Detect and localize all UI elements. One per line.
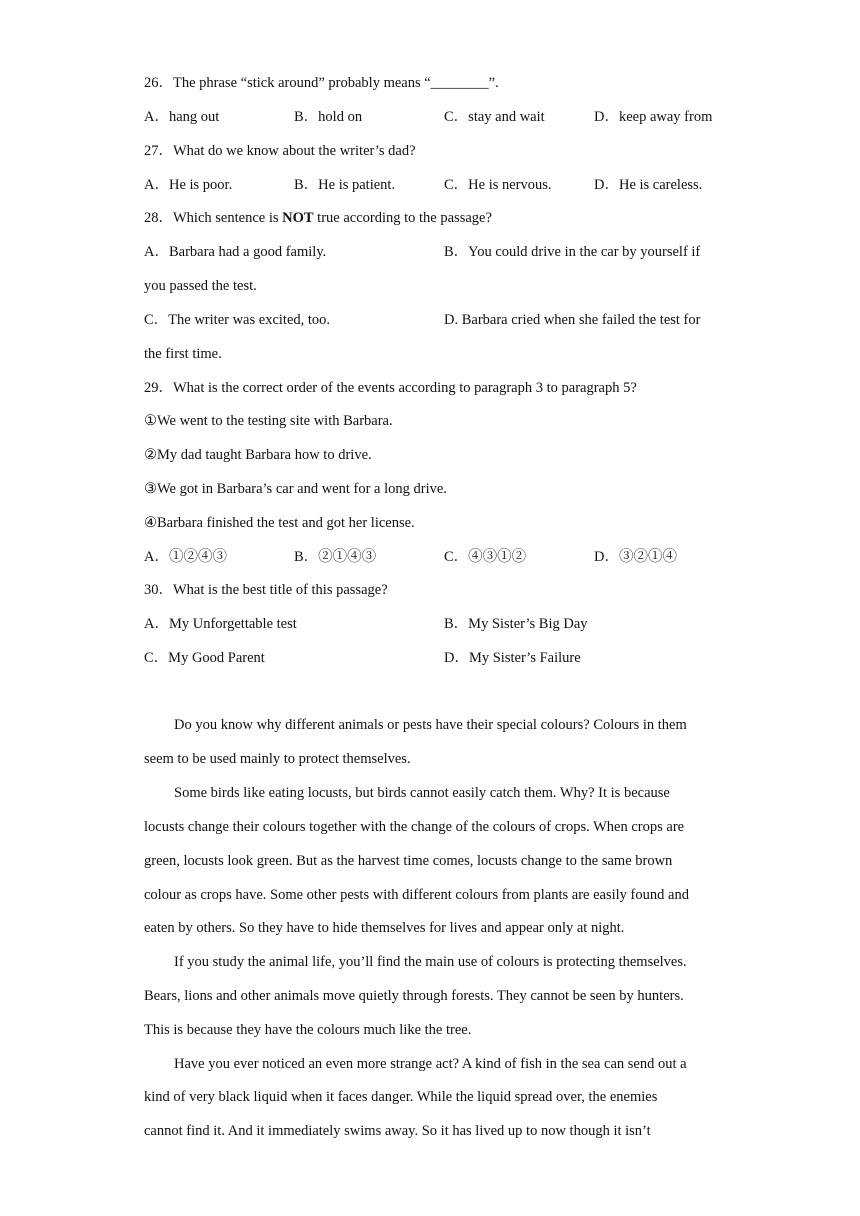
question-29-option-b: B．②①④③: [294, 549, 377, 565]
question-30-stem: 30．What is the best title of this passage?: [144, 582, 388, 598]
question-27-option-d: D．He is careless.: [594, 177, 703, 193]
question-27-option-c: C．He is nervous.: [444, 177, 552, 193]
question-26-option-d: D．keep away from: [594, 109, 713, 125]
question-26-stem: 26．The phrase “stick around” probably means “________”.: [144, 75, 499, 91]
passage-line: cannot find it. And it immediately swims away. So it has lived up to now though it isn’t: [144, 1123, 651, 1139]
question-29-stem: 29．What is the correct order of the events according to paragraph 3 to paragraph 5?: [144, 380, 637, 396]
question-28-stem-pre: 28．Which sentence is: [144, 210, 283, 226]
passage-line: green, locusts look green. But as the harvest time comes, locusts change to the same brown: [144, 853, 673, 869]
question-26-option-a: A．hang out: [144, 109, 220, 125]
question-27-stem: 27．What do we know about the writer’s dad?: [144, 143, 416, 159]
question-27-option-b: B．He is patient.: [294, 177, 396, 193]
passage-line: eaten by others. So they have to hide themselves for lives and appear only at night.: [144, 920, 625, 936]
question-28-option-a: A．Barbara had a good family.: [144, 244, 327, 260]
question-29-option-c: C．④③①②: [444, 549, 527, 565]
question-30-option-d: D．My Sister’s Failure: [444, 650, 581, 666]
question-30-option-b: B．My Sister’s Big Day: [444, 616, 588, 632]
question-30-option-a: A．My Unforgettable test: [144, 616, 297, 632]
passage-line: Do you know why different animals or pests have their special colours? Colours in them: [174, 717, 687, 733]
question-29-event-2: ②My dad taught Barbara how to drive.: [144, 447, 372, 463]
question-28-option-c: C．The writer was excited, too.: [144, 312, 331, 328]
question-26-option-c: C．stay and wait: [444, 109, 545, 125]
passage-line: Have you ever noticed an even more strange act? A kind of fish in the sea can send out a: [174, 1056, 687, 1072]
passage-line: kind of very black liquid when it faces danger. While the liquid spread over, the enemies: [144, 1089, 658, 1105]
question-29-event-4: ④Barbara finished the test and got her license.: [144, 515, 415, 531]
passage-line: locusts change their colours together with the change of the colours of crops. When crops are: [144, 819, 685, 835]
question-27-option-a: A．He is poor.: [144, 177, 233, 193]
question-28-stem-emphasis: NOT: [282, 210, 314, 226]
passage-line: colour as crops have. Some other pests with different colours from plants are easily found and: [144, 887, 689, 903]
passage-line: Some birds like eating locusts, but birds cannot easily catch them. Why? It is because: [174, 785, 670, 801]
question-28-option-d: D. Barbara cried when she failed the test for: [444, 312, 701, 328]
question-28-option-b: B．You could drive in the car by yourself if: [444, 244, 701, 260]
question-29-option-a: A．①②④③: [144, 549, 227, 565]
question-29-option-d: D．③②①④: [594, 549, 677, 565]
question-28-stem: [144, 208, 492, 228]
passage-line: Bears, lions and other animals move quietly through forests. They cannot be seen by hunters.: [144, 988, 684, 1004]
question-26-option-b: B．hold on: [294, 109, 363, 125]
question-28-option-b-cont: you passed the test.: [144, 278, 257, 294]
passage-line: If you study the animal life, you’ll find the main use of colours is protecting themselves.: [174, 954, 687, 970]
question-29-event-1: ①We went to the testing site with Barbara.: [144, 413, 393, 429]
question-29-event-3: ③We got in Barbara’s car and went for a long drive.: [144, 481, 447, 497]
question-28-stem-post: true according to the passage?: [313, 210, 492, 226]
question-28-option-d-cont: the first time.: [144, 346, 222, 362]
passage-line: seem to be used mainly to protect themselves.: [144, 751, 411, 767]
passage-line: This is because they have the colours much like the tree.: [144, 1022, 472, 1038]
question-30-option-c: C．My Good Parent: [144, 650, 265, 666]
